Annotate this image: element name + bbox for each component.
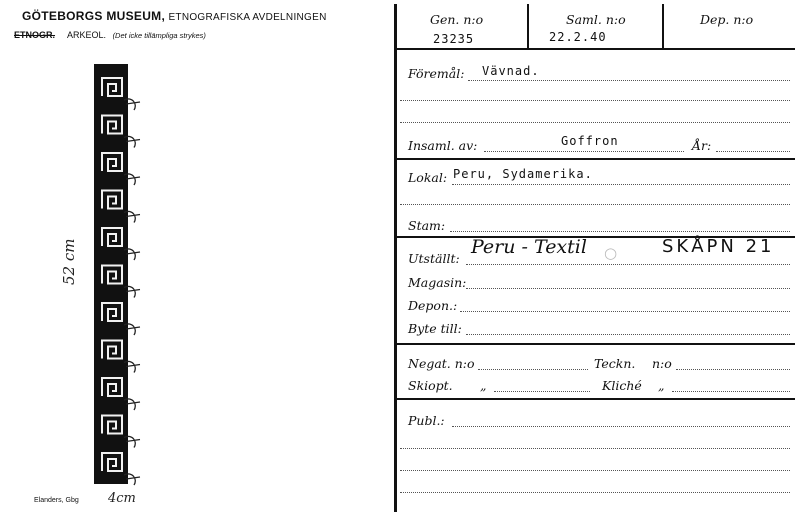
kliche-label: Kliché [602, 378, 642, 393]
publ-line-4 [400, 492, 790, 493]
magasin-label: Magasin: [408, 275, 467, 290]
dep-no-label: Dep. n:o [700, 12, 754, 27]
utstallt-extra: SKÅPN 21 [662, 236, 775, 257]
header-rule [395, 48, 795, 50]
textile-drawing [80, 60, 170, 490]
width-measure: 4cm [108, 491, 136, 506]
foremal-line [468, 80, 790, 81]
lokal-line [452, 184, 790, 185]
skiopt-ditto: „ [480, 378, 487, 393]
department-line [14, 30, 206, 40]
depon-label: Depon.: [408, 298, 458, 313]
foremal-line-2 [400, 100, 790, 101]
saml-no-value: 22.2.40 [549, 30, 607, 44]
rule-4 [395, 398, 795, 400]
teckn-label: Teckn. [594, 356, 636, 371]
kliche-ditto: „ [658, 378, 665, 393]
utstallt-value: Peru - Textil [471, 236, 587, 258]
rule-3 [395, 343, 795, 345]
foremal-line-3 [400, 122, 790, 123]
foremal-label: Föremål: [408, 66, 465, 81]
department-name: ETNOGRAFISKA AVDELNINGEN [168, 12, 327, 23]
museum-header [22, 9, 327, 23]
column-divider-1 [527, 4, 529, 48]
negat-label: Negat. n:o [408, 356, 475, 371]
insaml-line [484, 151, 684, 152]
lokal-label: Lokal: [408, 170, 448, 185]
ar-line [716, 151, 790, 152]
stam-line [450, 231, 790, 232]
teckn-line [676, 369, 790, 370]
kliche-line [672, 391, 790, 392]
strike-note: (Det icke tillämpliga strykes) [112, 31, 206, 40]
foremal-value: Vävnad. [482, 64, 540, 78]
insaml-label: Insaml. av: [408, 138, 478, 153]
skiopt-line [494, 391, 590, 392]
skiopt-label: Skiopt. [408, 378, 453, 393]
publ-label: Publ.: [408, 413, 445, 428]
utstallt-label: Utställt: [408, 251, 460, 266]
gen-no-label: Gen. n:o [430, 12, 484, 27]
depon-line [460, 311, 790, 312]
utstallt-mark: ○ [604, 244, 618, 262]
saml-no-label: Saml. n:o [566, 12, 626, 27]
ar-label: År: [692, 138, 712, 153]
height-measure: 52 cm [60, 238, 78, 285]
publ-line-2 [400, 448, 790, 449]
negat-line [478, 369, 588, 370]
utstallt-line [466, 264, 790, 265]
magasin-line [466, 288, 790, 289]
publ-line-3 [400, 470, 790, 471]
card-left-border [394, 4, 397, 512]
teckn-no-label: n:o [652, 356, 672, 371]
gen-no-value: 23235 [433, 32, 475, 46]
byte-line [466, 334, 790, 335]
insaml-value: Goffron [561, 134, 619, 148]
publ-line [452, 426, 790, 427]
etnogr-label: ETNOGR. [14, 30, 56, 40]
byte-label: Byte till: [408, 321, 462, 336]
column-divider-2 [662, 4, 664, 48]
museum-name: GÖTEBORGS MUSEUM, [22, 9, 166, 23]
lokal-line-2 [400, 204, 790, 205]
printer-imprint: Elanders, Gbg [34, 497, 79, 504]
rule-1 [395, 158, 795, 160]
lokal-value: Peru, Sydamerika. [453, 167, 593, 181]
stam-label: Stam: [408, 218, 446, 233]
arkeol-label: ARKEOL. [67, 30, 107, 40]
